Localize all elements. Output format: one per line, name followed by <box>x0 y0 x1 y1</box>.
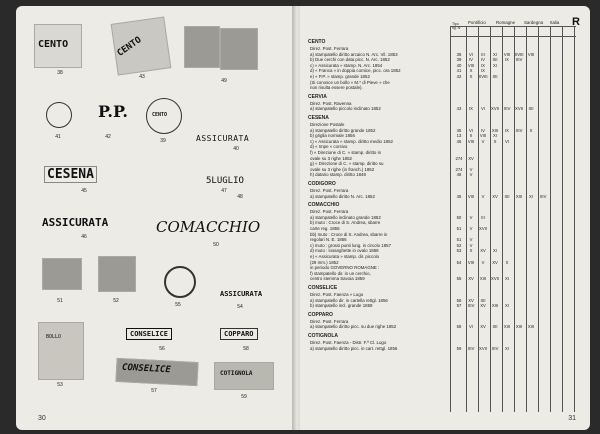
table-column-line <box>550 26 551 412</box>
table-cell: 59 <box>456 345 462 351</box>
table-cell: VIII <box>467 259 475 265</box>
table-cell: XI <box>493 248 497 254</box>
entry-line: b) muto : Croce di S. Andrea, sbarre <box>310 220 381 226</box>
caption-50: 50 <box>213 242 219 248</box>
entry-line: f) « Direzione di C. » stamp. diritto in <box>310 150 382 155</box>
entry-name: COPPARO <box>308 311 333 318</box>
table-cell: XII <box>492 74 498 79</box>
table-cell: 57 <box>456 303 462 309</box>
caption-38: 38 <box>57 70 63 76</box>
header-sardegna: Sardegna <box>524 20 544 25</box>
entry-line: c) « Assicurata » stamp. diritto medio 1852 <box>310 138 393 144</box>
table-cell: XV <box>480 248 486 254</box>
table-cell: V <box>469 242 473 248</box>
table-cell: XVIII <box>478 74 488 79</box>
table-cell: 48 <box>456 172 462 178</box>
circle-savoia-55 <box>164 266 196 298</box>
table-cell: X <box>469 74 473 79</box>
table-column-line <box>502 26 503 412</box>
table-cell: VIII <box>503 51 511 57</box>
table-cell: IX <box>481 62 485 68</box>
mark-bollo: BOLLO <box>46 334 62 340</box>
header-rule <box>450 26 576 27</box>
entry-name: COTIGNOLA <box>308 333 338 339</box>
table-cell: V <box>469 172 473 178</box>
table-cell: V <box>469 237 473 243</box>
mark-assicurata-46: ASSICURATA <box>42 216 109 229</box>
entry-line: a) stampatello diritto picc. in cart. rettgl. 1856 <box>310 345 398 351</box>
table-cell: XII <box>504 193 510 199</box>
entry-name: CODIGORO <box>308 181 336 187</box>
entry-line: a) stampatello diritto N. Arc. 1852 <box>310 193 375 199</box>
entry-line: regolari N. E. 1856 <box>310 237 347 243</box>
table-cell: X <box>469 248 473 254</box>
table-cell: XI <box>505 345 509 351</box>
entry-line: in periodo GOVERNO ROMAGNE : <box>310 265 380 271</box>
stamp-bollo-53 <box>38 322 84 380</box>
table-cell: XVII <box>491 106 499 112</box>
entry-line: e) « P.P. » stamp. grande 1852 <box>310 74 370 79</box>
entry-line: a) stampatello dir. in cartella rettgl. 1856 <box>310 297 388 303</box>
table-cell: XIV <box>491 345 499 351</box>
entry-line: (29 mm.) 1852 <box>310 259 339 265</box>
page-number-left: 30 <box>38 415 46 422</box>
left-page <box>16 6 296 430</box>
table-cell: XVIII <box>514 51 524 57</box>
table-cell: XII <box>492 324 498 330</box>
table-cell: IV <box>469 57 473 63</box>
entry-line: ovale su 3 righe 1852 <box>310 155 352 161</box>
entry-name: CERVIA <box>308 93 327 100</box>
table-cell: X <box>469 68 473 74</box>
caption-56: 56 <box>159 346 165 352</box>
table-cell: IX <box>481 68 485 74</box>
entry-line: Direz. Post. Faenza » Lugo <box>310 292 364 297</box>
table-cell: XII <box>480 297 486 303</box>
mark-conselice-57: CONSELICE <box>121 362 172 376</box>
table-cell: XIII <box>515 324 523 330</box>
table-cell: V <box>481 259 485 265</box>
table-cell: 45 <box>456 193 462 199</box>
table-cell: VIII <box>467 62 475 68</box>
table-cell: 54 <box>456 259 462 265</box>
mark-cento: CENTO <box>38 39 69 50</box>
caption-45: 45 <box>81 188 87 194</box>
table-cell: VI <box>469 324 473 330</box>
entry-line: Direz. Post. Ferrara <box>310 318 349 324</box>
entry-line: ovale su 3 righe (in franch.) 1852 <box>310 166 375 172</box>
table-cell: XV <box>468 297 474 303</box>
entry-line: g) « Direzione di C. » stamp. diritto su <box>310 161 384 167</box>
mark-cento-circle: CENTO <box>152 112 168 118</box>
table-cell: 45 <box>456 127 462 133</box>
entry-line: Direz. Post. Ferrara <box>310 188 349 193</box>
caption-54: 54 <box>237 304 243 310</box>
header-italia: Italia <box>550 20 560 25</box>
table-cell: XI <box>493 51 497 57</box>
table-cell: XIII <box>479 276 487 282</box>
table-cell: XIII <box>515 193 523 199</box>
table-column-line <box>526 26 527 412</box>
table-cell: 56 <box>456 297 462 303</box>
table-cell: XI <box>493 62 497 68</box>
table-column-line <box>514 26 515 412</box>
table-cell: V <box>481 193 485 199</box>
table-cell: XIII <box>503 324 511 330</box>
table-cell: XVII <box>479 345 487 351</box>
entry-name: CONSELICE <box>308 285 338 291</box>
table-cell: XV <box>480 324 486 330</box>
mark-comacchio: COMACCHIO <box>156 218 261 236</box>
entry-line: b) Due cerchi con data picc. N. Arc. 1852 <box>310 57 390 63</box>
caption-52: 52 <box>113 298 119 304</box>
table-cell: XIII <box>491 127 499 133</box>
entry-line: Direz. Post. Ferrara <box>310 46 349 51</box>
entry-line: b) stampatello incl. grande 1859 <box>310 303 373 309</box>
table-cell: IV <box>481 57 485 63</box>
table-cell: XI <box>505 276 509 282</box>
caption-51: 51 <box>57 298 63 304</box>
table-cell: XV <box>468 276 474 282</box>
table-column-line <box>490 26 491 412</box>
table-cell: 43 <box>456 106 462 112</box>
caption-57: 57 <box>151 388 157 394</box>
caption-48: 48 <box>237 194 243 200</box>
table-cell: XVII <box>491 276 499 282</box>
table-cell: 274 <box>455 155 463 161</box>
stamp-pair-49b <box>220 28 258 70</box>
caption-58: 58 <box>243 346 249 352</box>
entry-line: centro stemma Savoia 1859 <box>310 276 365 282</box>
table-column-line <box>562 26 563 412</box>
table-cell: VIII <box>527 51 535 57</box>
table-cell: XV <box>468 155 474 161</box>
table-cell: IX <box>469 106 473 112</box>
stamp-cross-51 <box>42 258 82 290</box>
entry-line: c) « Assicurata » stamp. N. Arc. 1854 <box>310 62 383 68</box>
caption-47: 47 <box>221 188 227 194</box>
caption-59: 59 <box>241 394 247 400</box>
table-cell: II <box>469 133 473 139</box>
table-cell: 55 <box>456 276 462 282</box>
table-cell: V <box>469 226 473 231</box>
table-column-line <box>538 26 539 412</box>
entry-line: (Si conosce un bollo « M.* di Pieve » che <box>310 79 390 85</box>
caption-42: 42 <box>105 134 111 140</box>
table-cell: XI <box>493 133 497 139</box>
entry-name: CENTO <box>308 39 326 45</box>
table-cell: V <box>469 166 473 172</box>
stamp-pair-49 <box>184 26 220 68</box>
entry-line: Direz. Post. Faenza - Distr. F.ª Cl. Lugo <box>310 340 387 345</box>
entry-line: c) muto : grossi punti lung. in circolo 1857 <box>310 242 392 248</box>
table-cell: IX <box>505 127 509 133</box>
table-cell: X <box>529 127 533 133</box>
mark-luglio: 5LUGLIO <box>206 176 244 186</box>
table-cell: 52 <box>456 242 462 248</box>
table-cell: IV <box>481 127 485 133</box>
entry-line: Direz. Post. Ravenna <box>310 100 352 106</box>
mark-cento-diag: CENTO <box>115 35 144 59</box>
entry-line: f) stampatello dir. in un cerchio, <box>310 270 371 276</box>
table-cell: XIV <box>467 303 475 309</box>
table-cell: VIII <box>479 133 487 139</box>
table-cell: 38 <box>456 51 462 57</box>
table-cell: X <box>505 259 509 265</box>
table-cell: XVII <box>515 106 523 112</box>
entry-line: non risulta essere postale). <box>310 85 363 91</box>
mark-conselice: CONSELICE <box>126 328 172 340</box>
table-cell: XII <box>492 57 498 63</box>
table-cell: XIII <box>491 303 499 309</box>
entry-line: a) stampatello inclinato grande 1852 <box>310 214 381 220</box>
entry-line: Direzione Postale <box>310 122 345 127</box>
stamp-dots-52 <box>98 256 136 292</box>
caption-43: 43 <box>139 74 145 80</box>
table-cell: 58 <box>456 324 462 330</box>
table-cell: VI <box>505 138 509 144</box>
entry-line: d) « Franca » in doppia cornice, picc. ora 1852 <box>310 68 401 74</box>
table-cell: XV <box>492 259 498 265</box>
caption-46: 46 <box>81 234 87 240</box>
table-cell: X <box>493 138 497 144</box>
table-cell: 50 <box>456 214 462 220</box>
section-letter: R <box>572 16 580 28</box>
table-cell: XII <box>528 106 534 112</box>
table-column-line <box>574 26 575 412</box>
table-cell: XIV <box>515 127 523 133</box>
mark-assicurata-54: ASSICURATA <box>220 290 263 298</box>
table-column-line <box>450 26 451 412</box>
header-pontificio: Pontificio <box>468 20 486 25</box>
entry-line: Direz. Post. Ferrara <box>310 209 349 215</box>
table-cell: XV <box>492 193 498 199</box>
page-number-right: 31 <box>568 415 576 422</box>
table-cell: III <box>481 51 485 57</box>
entry-line: h) datario stamp. diritto 1848 <box>310 172 366 178</box>
table-cell: XVII <box>479 226 487 231</box>
header-romagne: Romagne <box>496 20 516 25</box>
table-cell: 41 <box>456 68 462 74</box>
right-page <box>300 6 590 430</box>
mark-cotignola: COTIGNOLA <box>220 370 253 377</box>
table-cell: XIV <box>467 345 475 351</box>
table-cell: VI <box>481 106 485 112</box>
entry-line: a) stampatello diritto picc. su due righe 1852 <box>310 324 397 330</box>
mark-cesena: CESENA <box>44 166 97 183</box>
table-cell: 53 <box>456 248 462 254</box>
table-cell: VI <box>469 127 473 133</box>
table-cell: 42 <box>456 74 462 79</box>
entry-line: d) muto : losanghette in ovalo 1858 <box>310 248 379 254</box>
entry-line: b) griglia normale 1856 <box>310 133 355 139</box>
caption-39: 39 <box>160 138 166 144</box>
table-cell: 40 <box>456 62 462 68</box>
table-cell: VI <box>469 51 473 57</box>
table-cell: III <box>481 214 485 220</box>
caption-55: 55 <box>175 302 181 308</box>
table-cell: XI <box>505 303 509 309</box>
table-cell: 39 <box>456 57 462 63</box>
caption-53: 53 <box>57 382 63 388</box>
table-cell: V <box>481 138 485 144</box>
mark-assicurata-40: ASSICURATA <box>196 134 250 143</box>
table-cell: XIII <box>527 324 535 330</box>
circle-postmark-41 <box>46 102 72 128</box>
entry-line: a) stampatello diritto arcaico N. Arc. Vil. 1853 <box>310 51 398 57</box>
table-cell: XIV <box>503 106 511 112</box>
table-cell: 51 <box>456 237 462 243</box>
table-cell: 51 <box>456 226 462 231</box>
table-cell: VIII <box>467 138 475 144</box>
table-cell: XIV <box>515 57 523 63</box>
table-cell: XI <box>529 193 533 199</box>
table-cell: 13 <box>456 133 462 139</box>
entry-line: e) « Assicurata » stamp. dir. piccolo <box>310 254 380 259</box>
table-cell: 46 <box>456 138 462 144</box>
header-rule-2 <box>450 36 576 37</box>
table-cell: 274 <box>455 166 463 172</box>
entry-line: bb) muto : Croce di S. Andrea, sbarre in <box>310 231 388 237</box>
entry-name: CESENA <box>308 115 329 121</box>
caption-49: 49 <box>221 78 227 84</box>
entry-line: a) stampatello diritto grande 1852 <box>310 127 376 133</box>
table-cell: XV <box>480 303 486 309</box>
caption-40: 40 <box>233 146 239 152</box>
table-cell: VIII <box>467 193 475 199</box>
stamp-cento-43 <box>111 16 172 75</box>
table-cell: XIV <box>539 193 547 199</box>
header-col-tipo: Tipo fig. N° <box>452 22 462 30</box>
caption-41: 41 <box>55 134 61 140</box>
entry-name: COMACCHIO <box>308 202 340 209</box>
entry-line: a) stampatello piccolo inclinato 1852 <box>310 106 381 112</box>
mark-pp: P.P. <box>98 102 128 121</box>
table-cell: IX <box>505 57 509 63</box>
table-cell: V <box>469 214 473 220</box>
entry-line: carte reg. 1855 <box>310 226 340 231</box>
mark-copparo: COPPARO <box>220 328 258 340</box>
entry-line: d) « Impe » corsivo <box>310 144 348 150</box>
